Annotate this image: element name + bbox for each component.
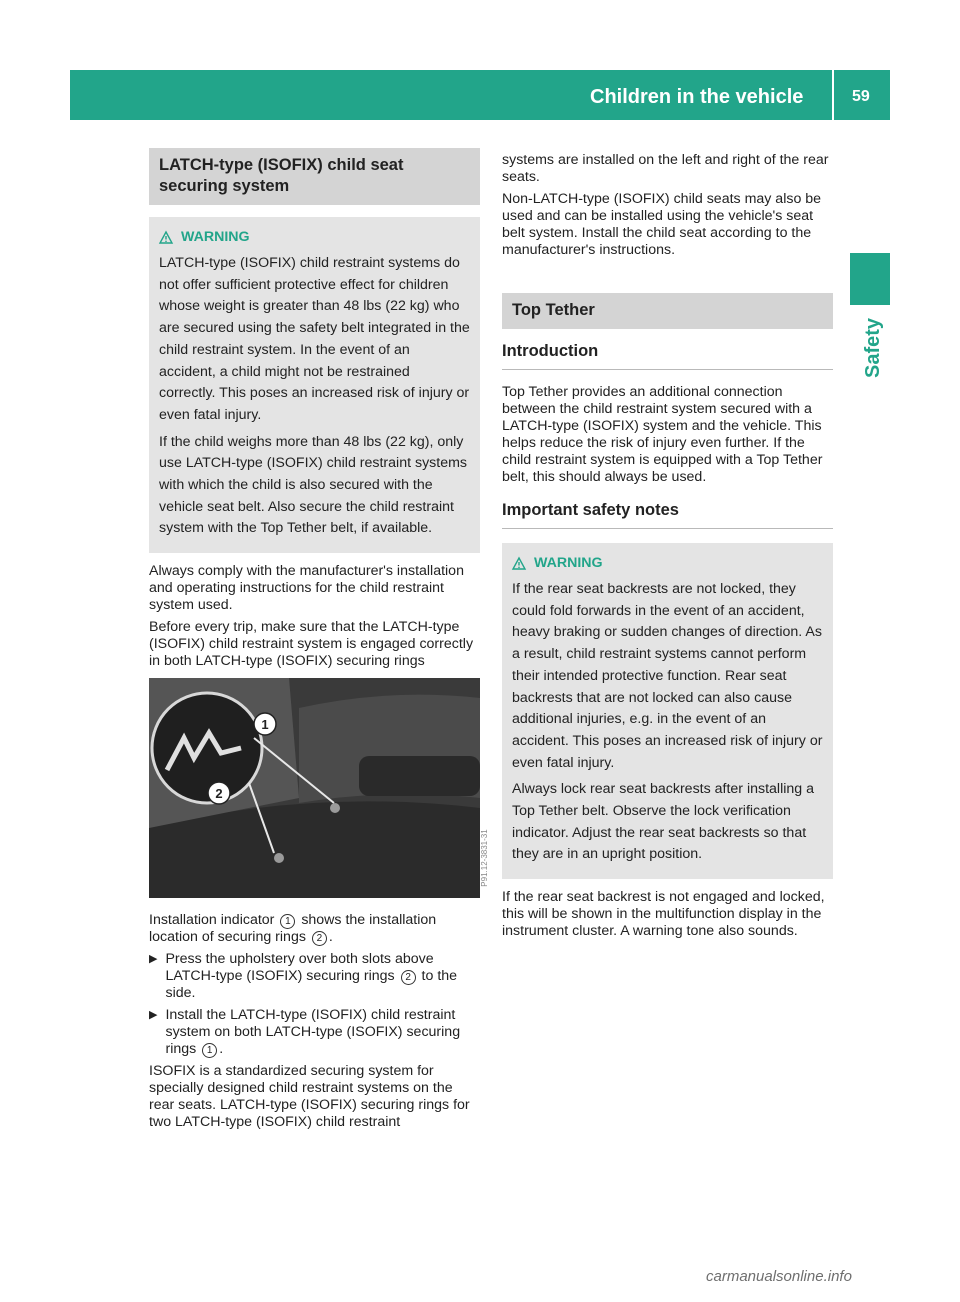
- body-paragraph: Before every trip, make sure that the LATCH-type (ISOFIX) child restraint system is engaged correctly in both LATCH-type (ISOFIX) securing rings: [149, 619, 474, 670]
- subheading-safety-notes: Important safety notes: [502, 500, 833, 529]
- warning-title: [159, 229, 470, 246]
- side-tab-label: Safety: [862, 317, 884, 378]
- page-number: 59: [852, 88, 870, 105]
- header-separator: [832, 70, 834, 120]
- isofix-photo: [149, 678, 489, 898]
- warning-box: [502, 543, 833, 879]
- body-paragraph: Always comply with the manufacturer's installation and operating instructions for the child restraint system used.: [149, 563, 464, 614]
- warning-title: [512, 555, 823, 572]
- subheading-introduction: Introduction: [502, 341, 833, 370]
- instruction-step: ▶ Install the LATCH-type (ISOFIX) child restraint system on both LATCH-type (ISOFIX) securing rings 1 .: [149, 1007, 461, 1058]
- watermark-text: carmanualsonline.info: [706, 1268, 852, 1285]
- bullet-arrow-icon: ▶: [149, 953, 158, 966]
- body-paragraph: systems are installed on the left and right of the rear seats.: [502, 152, 829, 185]
- warning-title-text: WARNING: [534, 555, 603, 571]
- warning-title-text: WARNING: [181, 229, 250, 245]
- instruction-step: ▶ Press the upholstery over both slots above LATCH-type (ISOFIX) securing rings 2 to the side.: [149, 951, 458, 1002]
- warning-paragraph: If the child weighs more than 48 lbs (22 kg), only use LATCH-type (ISOFIX) child restraint systems with which the child is also secured with the vehicle seat belt. Also secure the child restraint system with the Top Tether belt, if available.: [159, 433, 467, 537]
- warning-triangle-icon: [512, 557, 526, 570]
- callout-label: 2: [215, 786, 223, 802]
- body-paragraph: Non-LATCH-type (ISOFIX) child seats may also be used and can be installed using the vehicle's seat belt system. Install the child seat according to the manufacturer's instructions.: [502, 191, 822, 258]
- section-heading-latch: LATCH-type (ISOFIX) child seat securing system: [149, 148, 480, 205]
- body-paragraph: Top Tether provides an additional connection between the child restraint system secured with a LATCH-type (ISOFIX) system and the vehicle. This helps reduce the risk of injury even further. If the child restraint system is equipped with a Top Tether belt, this should always be used.: [502, 384, 823, 485]
- callout-1-ref: 1: [202, 1043, 217, 1058]
- right-column: [502, 152, 833, 945]
- side-tab-marker: [850, 253, 890, 305]
- callout-1-ref: 1: [280, 914, 295, 929]
- warning-triangle-icon: [159, 231, 173, 244]
- page-header-title: Children in the vehicle: [590, 86, 804, 108]
- callout-2-ref: 2: [401, 970, 416, 985]
- left-column: [149, 148, 489, 1136]
- callout-label: 1: [261, 717, 269, 733]
- callout-2-ref: 2: [312, 931, 327, 946]
- section-heading-top-tether: Top Tether: [502, 293, 833, 329]
- body-paragraph: ISOFIX is a standardized securing system for specially designed child restraint systems on the rear seats. LATCH-type (ISOFIX) securing rings for two LATCH-type (ISOFIX) child restraint: [149, 1063, 470, 1131]
- warning-paragraph: Always lock rear seat backrests after installing a Top Tether belt. Observe the lock verification indicator. Adjust the rear seat backrests so that they are in an upright position.: [512, 781, 815, 863]
- warning-paragraph: LATCH-type (ISOFIX) child restraint systems do not offer sufficient protective effect for children whose weight is greater than 48 lbs (22 kg) who are secured using the safety belt integrated in the child restraint system. In the event of an accident, a child might not be restrained correctly. This poses an increased risk of injury or even fatal injury.: [159, 255, 470, 423]
- warning-paragraph: If the rear seat backrests are not locked, they could fold forwards in the event of an accident, heavy braking or sudden changes of direction. As a result, child restraint systems cannot perform their intended protective function. Rear seat backrests that are not locked can also cause additional injuries, e.g. in the event of an accident. This poses an increased risk of injury or even fatal injury.: [512, 581, 823, 771]
- bullet-arrow-icon: ▶: [149, 1009, 158, 1022]
- warning-box: [149, 217, 480, 553]
- figure-caption: Installation indicator 1 shows the installation location of securing rings 2 .: [149, 912, 437, 946]
- figure-code: P91.12-3831-31: [480, 829, 489, 887]
- body-paragraph: If the rear seat backrest is not engaged and locked, this will be shown in the multifunction display in the instrument cluster. A warning tone also sounds.: [502, 889, 825, 940]
